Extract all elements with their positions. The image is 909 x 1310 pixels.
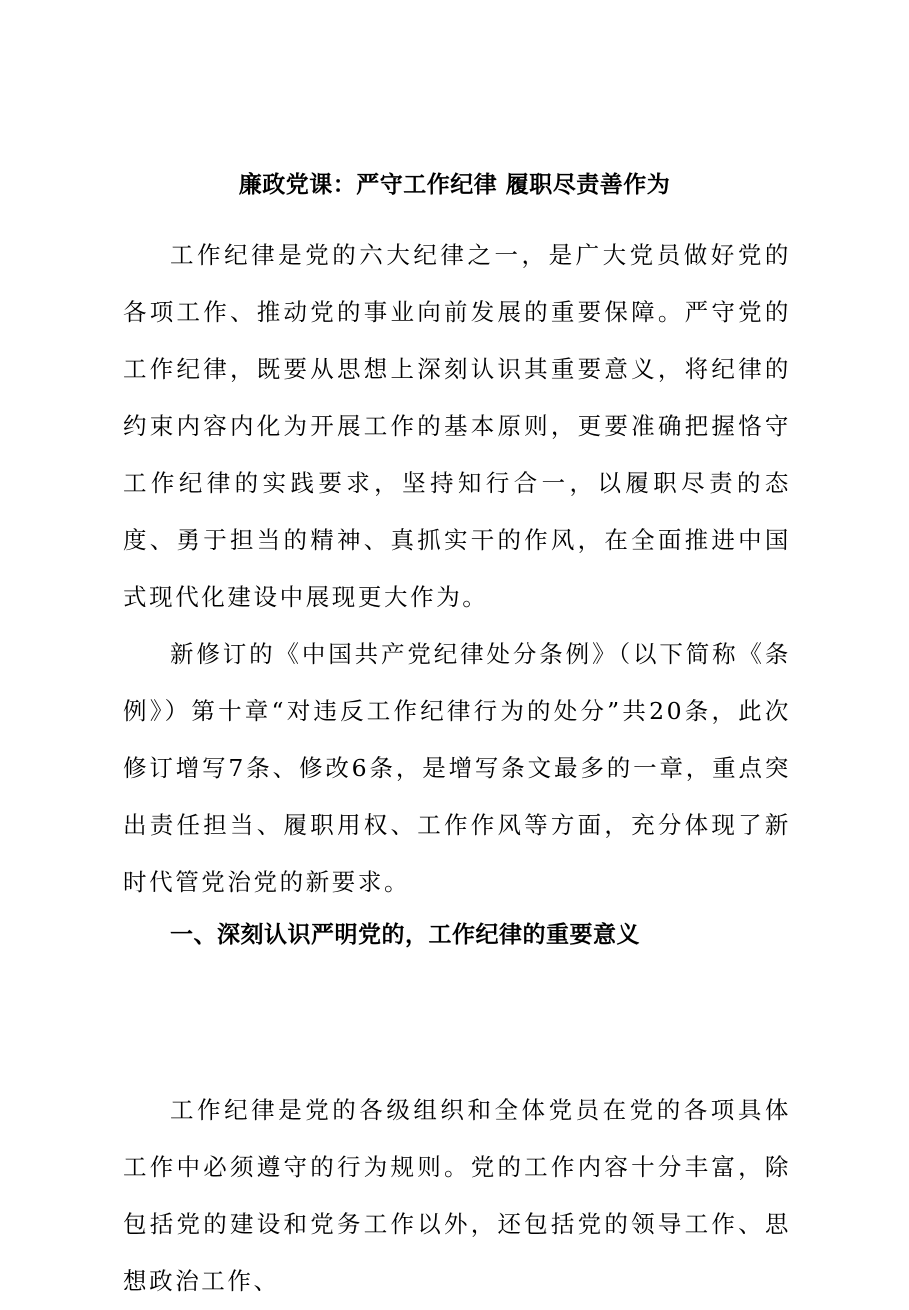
- section-paragraph: 工作纪律是党的各级组织和全体党员在党的各项具体工作中必须遵守的行为规则。党的工作内容十分丰富，除包括党的建设和党务工作以外，还包括党的领导工作、思想政治工作、: [123, 1096, 791, 1295]
- intro-paragraph: 工作纪律是党的六大纪律之一，是广大党员做好党的各项工作、推动党的事业向前发展的重要保障。严守党的工作纪律，既要从思想上深刻认识其重要意义，将纪律的约束内容内化为开展工作的基本原则，更要准确把握恪守工作纪律的实践要求，坚持知行合一，以履职尽责的态度、勇于担当的精神、真抓实干的作风，在全面推进中国式现代化建设中展现更大作为。: [123, 241, 791, 611]
- section-heading: 一、深刻认识严明党的，工作纪律的重要意义: [170, 922, 640, 948]
- regulation-paragraph: 新修订的《中国共产党纪律处分条例》（以下简称《条例》）第十章“对违反工作纪律行为的处分”共20条，此次修订增写7条、修改6条，是增写条文最多的一章，重点突出责任担当、履职用权、工作作风等方面，充分体现了新时代管党治党的新要求。: [123, 640, 791, 896]
- document-title: 廉政党课：严守工作纪律 履职尽责善作为: [238, 171, 671, 198]
